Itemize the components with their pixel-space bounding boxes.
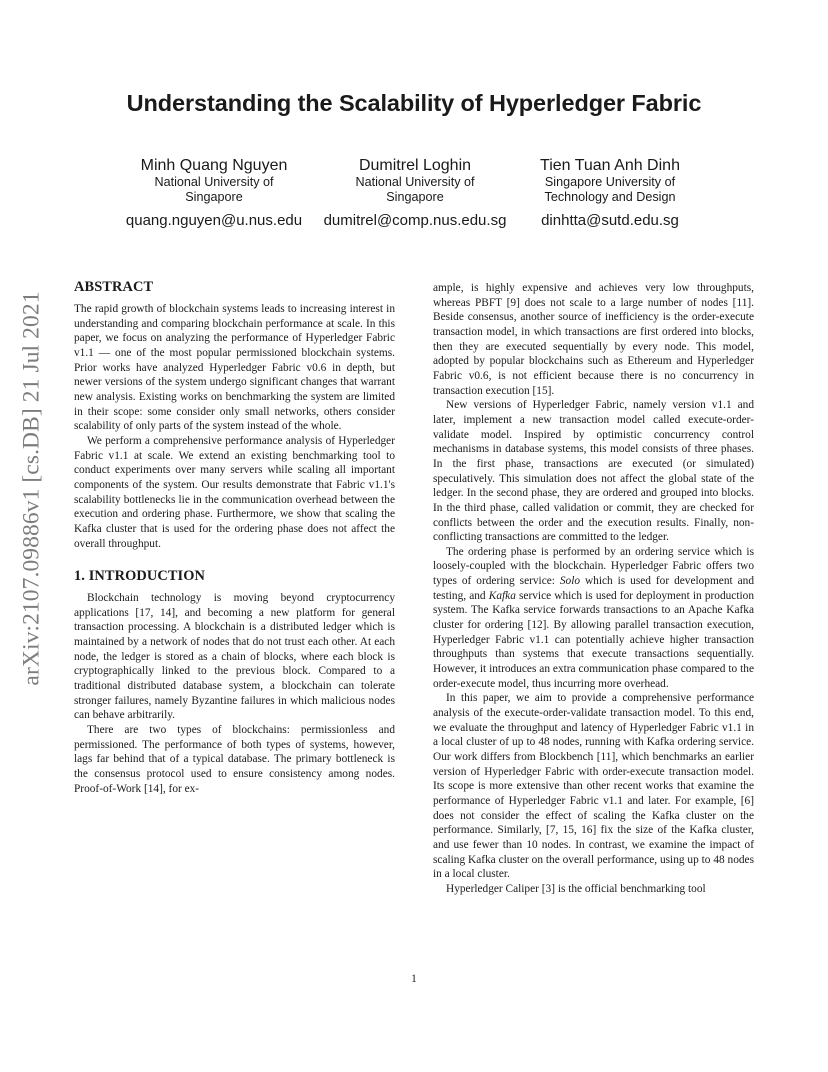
- body-paragraph-ordering: [433, 545, 754, 692]
- author-block-2: [316, 156, 514, 230]
- arxiv-identifier-stamp: [8, 290, 56, 686]
- author-name: Tien Tuan Anh Dinh: [540, 157, 680, 174]
- author-affiliation-line-1: Singapore University of: [544, 175, 676, 189]
- author-email: dumitrel@comp.nus.edu.sg: [323, 212, 507, 229]
- author-name: Minh Quang Nguyen: [140, 157, 288, 174]
- introduction-heading: 1. INTRODUCTION: [74, 568, 206, 585]
- body-paragraph: Hyperledger Caliper [3] is the official benchmarking tool: [446, 882, 706, 895]
- body-paragraph-continued: ample, is highly expensive and achieves very low throughputs, whereas PBFT [9] does not scale to a large number of nodes [11]. Beside consensus, another source of inefficiency is the order-execute transaction model, in which transactions are first ordered into blocks, then they are executed sequentially by every node. This model, adopted by popular blockchains such as Ethereum and Hyperledger Fabric v0.6, is not efficient because there is no concurrency in transaction execution [15].: [433, 282, 754, 397]
- author-affiliation-line-2: Singapore: [386, 189, 444, 204]
- right-column: [433, 281, 754, 897]
- author-block-1: [108, 156, 320, 230]
- author-name: Dumitrel Loghin: [358, 157, 472, 174]
- body-paragraph: In this paper, we aim to provide a comprehensive performance analysis of the execute-order-validate transaction model. To this end, we evaluate the throughput and latency of Hyperledger Fabric v1.1 in a local cluster of up to 48 nodes, running with Kafka ordering service. Our work differs from Blockbench [11], which benchmarks an earlier version of Hyperledger Fabric with order-execute transaction model. Its scope is more extensive than other recent works that examine the performance of Hyperledger Fabric v1.1 and later. For example, [6] does not consider the effect of scaling the Kafka cluster on the performance. Similarly, [7, 15, 16] fix the size of the Kafka cluster, and use fewer than 10 nodes. In contrast, we examine the impact of scaling Kafka cluster on the overall performance, using up to 48 nodes in a local cluster.: [433, 692, 754, 881]
- author-email: dinhtta@sutd.edu.sg: [541, 212, 679, 229]
- author-affiliation-line-2: Technology and Design: [544, 189, 676, 204]
- paper-title: Understanding the Scalability of Hyperledger Fabric: [126, 90, 702, 116]
- abstract-paragraph: The rapid growth of blockchain systems leads to increasing interest in understanding and comparing blockchain performance at scale. In this paper, we focus on analyzing the performance of Hyperledger Fabric v1.1 — one of the most popular permissioned blockchain systems. Prior works have analyzed Hyperledger Fabric v0.6 in depth, but newer versions of the system undergo significant changes that warrant new analysis. Existing works on benchmarking the system are limited in their scope: some consider only small networks, others consider scalability of only parts of the system instead of the whole.: [74, 303, 395, 433]
- body-paragraph: New versions of Hyperledger Fabric, namely version v1.1 and later, implement a new transaction model called execute-order-validate model. Inspired by optimistic concurrency control mechanisms in database systems, this model consists of three phases. In the first phase, transactions are executed (or simulated) speculatively. This simulation does not affect the global state of the ledger. In the second phase, they are ordered and grouped into blocks. In the third phase, called validation or commit, they are checked for conflicts between the order and the execution results. Finally, non-conflicting transactions are committed to the ledger.: [433, 399, 754, 544]
- left-column: [74, 279, 395, 796]
- author-affiliation-line-1: National University of: [154, 175, 274, 189]
- text-run: service which is used for deployment in production system. The Kafka service forwards transactions to an Apache Kafka cluster for ordering [12]. By allowing parallel transaction execution, Hyperledger Fabric v1.1 can potentially achieve higher transaction throughputs than systems that execute transactions sequentially. However, it introduces an extra communication phase compared to the order-execute model, thus incurring more overhead.: [433, 589, 754, 690]
- arxiv-identifier: arXiv:2107.09886v1 [cs.DB] 21 Jul 2021: [18, 290, 45, 686]
- text-run: which is used for development and testing, and: [433, 575, 754, 602]
- emphasis-kafka: Kafka: [488, 589, 516, 602]
- author-affiliation-line-2: Singapore: [185, 189, 243, 204]
- author-affiliation-line-1: National University of: [355, 175, 475, 189]
- author-email: quang.nguyen@u.nus.edu: [125, 212, 303, 229]
- page-number: 1: [411, 973, 417, 985]
- abstract-paragraph: We perform a comprehensive performance analysis of Hyperledger Fabric v1.1 at scale. We extend an existing benchmarking tool to conduct experiments over many servers while scaling all important components of the system. Our results demonstrate that Fabric v1.1's scalability bottlenecks lie in the communication overhead between the execution and ordering phase. Furthermore, we show that scaling the Kafka cluster that is used for the ordering phase does not affect the overall throughput.: [74, 434, 395, 550]
- text-run: The ordering phase is performed by an ordering service which is loosely-coupled with the blockchain. Hyperledger Fabric offers two types of ordering service:: [433, 545, 754, 588]
- body-paragraph: Blockchain technology is moving beyond cryptocurrency applications [17, 14], and becoming a new platform for general transaction processing. A blockchain is a distributed ledger which is maintained by a network of nodes that do not trust each other. At each node, the ledger is stored as a chain of blocks, where each block is cryptographically linked to the previous block. Compared to a traditional distributed database system, a blockchain can tolerate stronger failures, namely Byzantine failures in which malicious nodes can behave arbitrarily.: [74, 592, 395, 722]
- emphasis-solo: Solo: [559, 575, 581, 588]
- body-paragraph: There are two types of blockchains: permissionless and permissioned. The performance of both types of systems, however, lags far behind that of a typical database. The primary bottleneck is the consensus protocol used to ensure consistency among nodes. Proof-of-Work [14], for ex-: [74, 724, 395, 795]
- abstract-heading: ABSTRACT: [74, 279, 154, 295]
- author-block-3: [518, 156, 702, 230]
